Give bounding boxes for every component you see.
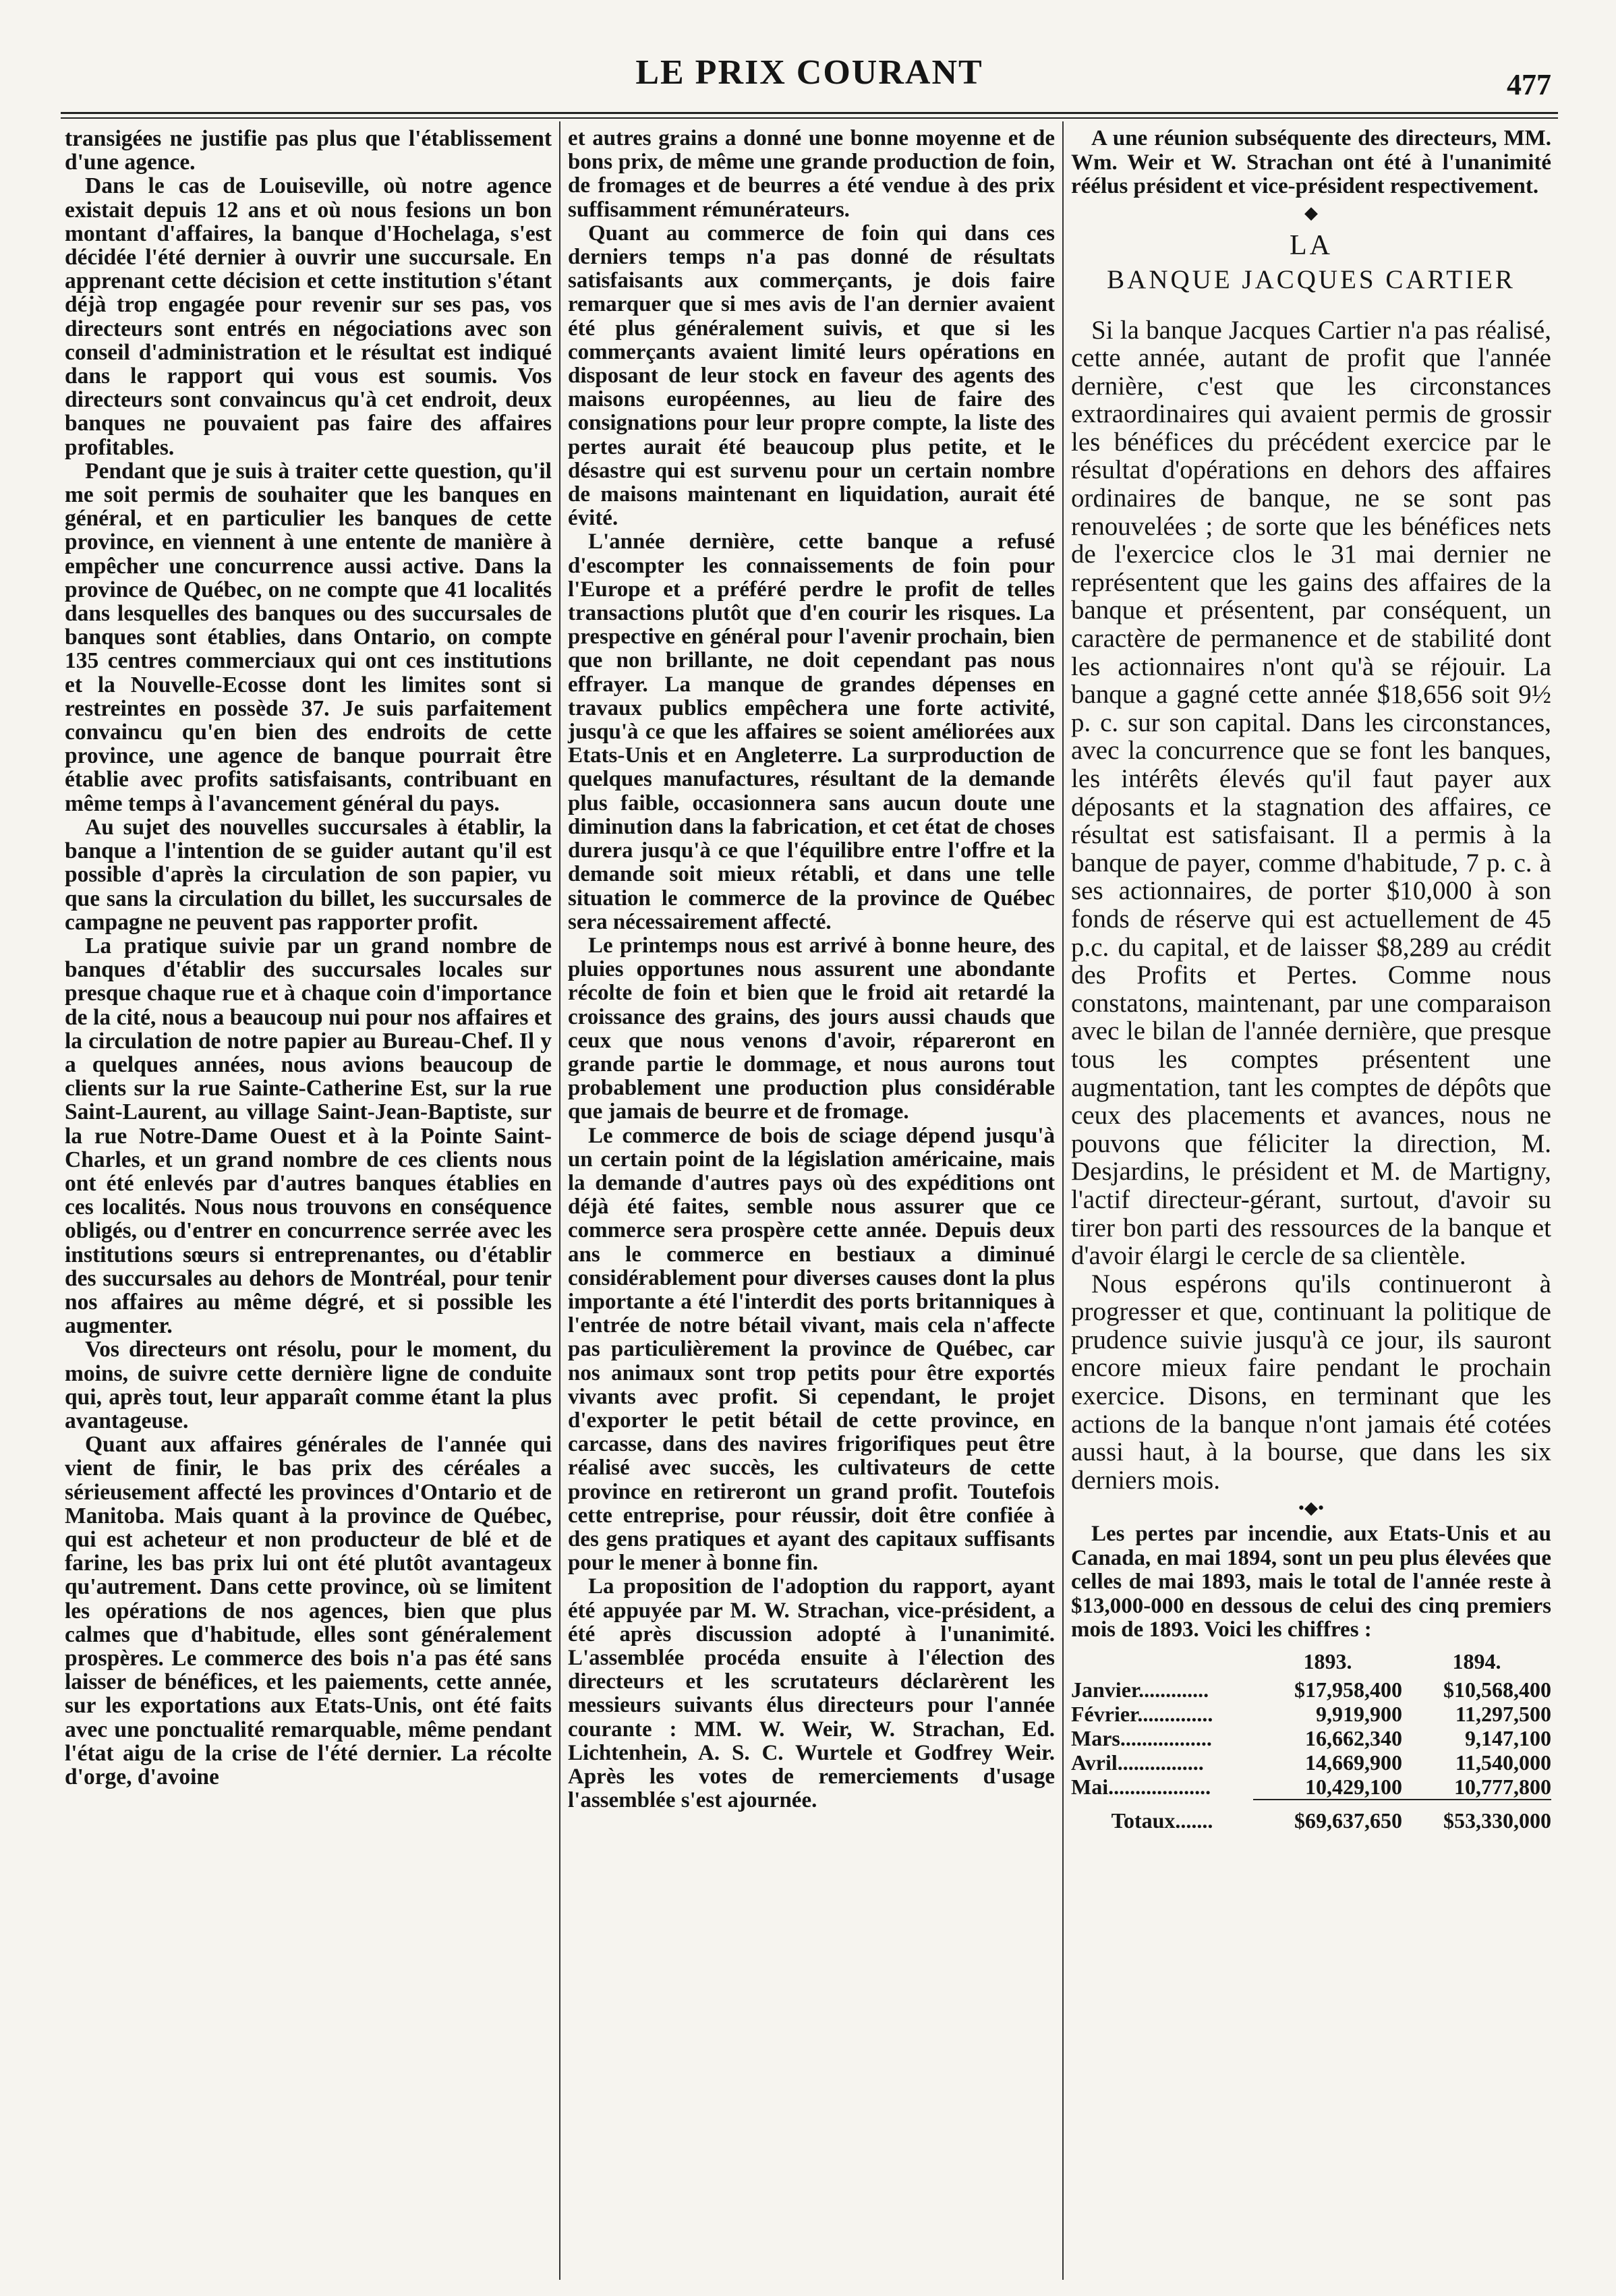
table-row xyxy=(1071,1726,1551,1750)
value-cell: 10,429,100 xyxy=(1305,1774,1402,1799)
value-cell: 14,669,900 xyxy=(1305,1750,1402,1775)
ornament-diamond-icon: ◆ xyxy=(1304,202,1318,223)
paragraph: Le commerce de bois de sciage dépend jusqu'à un certain point de la législation américaine, mais la demande d'autres pays où des expéditions ont déjà été faites, semble nous assurer que ce commerce sera prospère cette année. Depuis deux ans le commerce en bestiaux a diminué considérablement pour diverses causes dont la plus importante a été l'interdit des ports britanniques à l'entrée de notre bétail vivant, mais cela n'affecte pas particulièrement la province de Québec, car nos animaux sont trop petits pour être exportés vivants avec profit. Si cependant, le projet d'exporter le petit bétail de cette province, en carcasse, dans des navires frigorifiques peut être réalisé avec succès, les cultivateurs de cette province en retireront un grand profit. Toutefois cette entreprise, pour réussir, doit être confiée à des gens pratiques et ayant des capitaux suffisants pour le mener à bonne fin. xyxy=(568,1123,1055,1576)
column-3 xyxy=(1071,127,1551,1833)
value-cell: $10,568,400 xyxy=(1443,1677,1551,1702)
paragraph: La pratique suivie par un grand nombre de banques d'établir des succursales locales sur presque chaque rue et à chaque coin d'importance de la cité, nous a beaucoup nui pour nos affaires et la circulation de notre papier au Bureau-Chef. Il y a quelques années, nous avions beaucoup de clients sur la rue Sainte-Catherine Est, sur la rue Saint-Laurent, au village Saint-Jean-Baptiste, sur la rue Notre-Dame Ouest et à la Pointe Saint-Charles, et un grand nombre de ces clients nous ont été enlevés par d'autres banques établies en ces localités. Nous nous trouvons en conséquence obligés, ou d'entrer en concurrence serrée avec les institutions sœurs si entreprenantes, ou d'établir des succursales au dehors de Montréal, pour tenir nos affaires au même dégré, et si possible les augmenter. xyxy=(65,933,552,1339)
paragraph: Quant au commerce de foin qui dans ces derniers temps n'a pas donné de résultats satisfaisants aux commerçants, je dois faire remarquer que si mes avis de l'an dernier avaient été plus généralement suivis, et que si les commerçants avaient limité leurs opérations en disposant de leur stock en faveur des agents des maisons européennes, au lieu de faire des consignations pour leur propre compte, la liste des pertes aurait été beaucoup plus petite, et le désastre qui est survenu pour un certain nombre de maisons maintenant en liquidation, aurait été évité. xyxy=(568,221,1055,531)
table-row xyxy=(1071,1775,1551,1800)
fire-losses-table xyxy=(1071,1649,1551,1833)
paragraph: Nous espérons qu'ils continueront à progresser et que, continuant la politique de prudence suivie jusqu'à ce jour, ils sauront encore mieux faire pendant le prochain exercice. Disons, en terminant que les actions de la banque n'ont jamais été cotées aussi haut, à la bourse, que dans les six derniers mois. xyxy=(1071,1269,1551,1495)
article-body xyxy=(1071,316,1551,1495)
paragraph-fire-losses: Les pertes par incendie, aux Etats-Unis et au Canada, en mai 1894, sont un peu plus élevées que celles de mai 1893, mais le total de l'année reste à $13,000-000 en dessous de celui des cinq premiers mois de 1893. Voici les chiffres : xyxy=(1071,1522,1551,1642)
total-value-cell: $69,637,650 xyxy=(1294,1808,1402,1833)
table-row xyxy=(1071,1702,1551,1726)
column-2 xyxy=(568,127,1055,1812)
paragraph: transigées ne justifie pas plus que l'établissement d'une agence. xyxy=(65,126,552,175)
page-number: 477 xyxy=(1507,68,1551,101)
table-row xyxy=(1071,1750,1551,1775)
value-cell: 9,147,100 xyxy=(1465,1725,1551,1750)
table-total-row xyxy=(1071,1808,1551,1833)
total-value-cell: $53,330,000 xyxy=(1443,1808,1551,1833)
total-label-cell: Totaux....... xyxy=(1111,1808,1213,1833)
column-divider-left xyxy=(559,121,560,2280)
month-cell: Février.............. xyxy=(1071,1701,1213,1726)
ornament-divider-icon: •◆• xyxy=(1298,1498,1325,1518)
publication-title: LE PRIX COURANT xyxy=(635,53,983,92)
value-cell: 11,297,500 xyxy=(1455,1701,1551,1726)
month-cell: Mars................. xyxy=(1071,1725,1212,1750)
paragraph: Si la banque Jacques Cartier n'a pas réalisé, cette année, autant de profit que l'année dernière, c'est que les circonstances extraordinaires qui avaient permis de grossir les bénéfices du précédent exercice par le résultat d'opérations en dehors des affaires ordinaires de banque, ne se sont pas renouvelées ; de sorte que les bénéfices nets de l'exercice clos le 31 mai dernier ne représentent que les gains des affaires de la banque et présentent, par conséquent, un caractère de permanence et de stabilité dont les actionnaires n'ont qu'à se réjouir. La banque a gagné cette année $18,656 soit 9½ p. c. sur son capital. Dans les circonstances, avec la concurrence que se font les banques, les intérêts élevés qu'il faut payer aux déposants et la stagnation des affaires, ce résultat est satisfaisant. Il a permis à la banque de payer, comme d'habitude, 7 p. c. à ses actionnaires, de porter $10,000 à son fonds de réserve qui est actuellement de 45 p.c. du capital, et de laisser $8,289 au crédit des Profits et Pertes. Comme nous constatons, maintenant, par une comparaison avec le bilan de l'année dernière, que presque tous les comptes présentent une augmentation, tant les comptes de dépôts que ceux des placements et avances, nous ne pouvons que féliciter la direction, M. Desjardins, le président et M. de Martigny, l'actif directeur-gérant, surtout, d'avoir su tirer bon parti des ressources de la banque et d'avoir élargi le cercle de sa clientèle. xyxy=(1071,315,1551,1271)
month-cell: Janvier............. xyxy=(1071,1677,1209,1702)
paragraph: et autres grains a donné une bonne moyenne et de bons prix, de même une grande production de foin, de fromages et de beurres a été vendue à des prix suffisamment rémunérateurs. xyxy=(568,126,1055,222)
paragraph: Dans le cas de Louiseville, où notre agence existait depuis 12 ans et où nous fesions un bon montant d'affaires, la banque d'Hochelaga, s'est décidée l'été dernier à ouvrir une succursale. En apprenant cette décision et cette institution s'étant déjà trop engagée pour revenir sur ses pas, vos directeurs sont entrés en négociations avec son conseil d'administration et le résultat est indiqué dans le rapport qui vous est soumis. Vos directeurs sont convaincus qu'à cet endroit, deux banques ne pouvaient pas faire des affaires profitables. xyxy=(65,173,552,460)
column-header: 1894. xyxy=(1452,1648,1501,1673)
paragraph: Au sujet des nouvelles succursales à établir, la banque a l'intention de se guider autant qu'il est possible d'après la circulation de son papier, vu que sans la circulation du billet, les succursales de campagne ne peuvent pas rapporter profit. xyxy=(65,814,552,935)
table-header-row xyxy=(1071,1649,1551,1677)
paragraph: Pendant que je suis à traiter cette question, qu'il me soit permis de souhaiter que les banques en général, et en particulier les banques de cette province, en viennent à une entente de manière à empêcher une concurrence aussi active. Dans la province de Québec, on ne compte que 41 localités dans lesquelles des banques ou des succursales de banques sont établies, dans Ontario, on compte 135 centres commerciaux qui ont ces institutions et la Nouvelle-Ecosse dont les limites sont si restreintes en possède 37. Je suis parfaitement convaincu qu'en bien des endroits de cette province, une agence de banque pourrait être établie avec profits satisfaisants, contribuant en même temps à l'avancement général du pays. xyxy=(65,458,552,816)
paragraph: L'année dernière, cette banque a refusé d'escompter les connaissements de foin pour l'Europe et a préféré perdre le profit de telles transactions plutôt que d'en courir les risques. La prespective en général pour l'avenir prochain, bien que non brillante, ne doit cependant pas nous effrayer. La manque de grandes dépenses en travaux publics empêchera une forte activité, jusqu'à ce que les affaires se soient améliorées aux Etats-Unis et en Angleterre. La surproduction de quelques manufactures, résultant de la demande plus faible, occasionnera sans aucun doute une diminution dans la fabrication, et cet état de choses durera jusqu'à ce que l'équilibre entre l'offre et la demande soit mieux rétabli, et dans une telle situation le commerce de la province de Québec sera nécessairement affecté. xyxy=(568,529,1055,934)
paragraph: Le printemps nous est arrivé à bonne heure, des pluies opportunes nous assurent une abondante récolte de foin et bien que le froid ait retardé la croissance des grains, des jours aussi chauds que ceux que nous venons d'avoir, répareront en grande partie le dommage, et nous aurons tout probablement une production plus considérable que jamais de beurre et de fromage. xyxy=(568,933,1055,1124)
table-row xyxy=(1071,1677,1551,1702)
sum-rule xyxy=(1071,1800,1551,1808)
header-rule xyxy=(61,112,1558,114)
value-cell: 10,777,800 xyxy=(1454,1774,1551,1799)
value-cell: 11,540,000 xyxy=(1455,1750,1551,1775)
page-header xyxy=(61,40,1558,115)
value-cell: 9,919,900 xyxy=(1316,1701,1402,1726)
column-1 xyxy=(65,127,552,1789)
article-heading: BANQUE JACQUES CARTIER xyxy=(1107,264,1516,294)
value-cell: $17,958,400 xyxy=(1294,1677,1402,1702)
column-divider-right xyxy=(1062,121,1064,2280)
paragraph: Quant aux affaires générales de l'année qui vient de finir, le bas prix des céréales a sérieusement affecté les provinces d'Ontario et de Manitoba. Mais quant à la province de Québec, qui est acheteur et non producteur de blé et de farine, les bas prix lui ont été plutôt avantageux qu'autrement. Dans cette province, où se limitent les opérations de nos agences, bien que plus calmes que d'habitude, elles sont généralement prospères. Le commerce des bois n'a pas été sans laisser de bénéfices, et les paiements, cette année, sur les exportations aux Etats-Unis, ont été faits avec une ponctualité remarquable, même pendant l'état aigu de la crise de l'été dernier. La récolte d'orge, d'avoine xyxy=(65,1432,552,1790)
paragraph: La proposition de l'adoption du rapport, ayant été appuyée par M. W. Strachan, vice-président, a été après discussion adopté à l'unanimité. L'assemblée procéda ensuite à l'élection des directeurs et les scrutateurs déclarèrent les messieurs suivants élus directeurs pour l'année courante : MM. W. Weir, W. Strachan, Ed. Lichtenhein, A. S. C. Wurtele et Godfrey Weir. Après les votes de remerciements d'usage l'assemblée s'est ajournée. xyxy=(568,1574,1055,1813)
month-cell: Mai................... xyxy=(1071,1775,1211,1800)
value-cell: 16,662,340 xyxy=(1305,1725,1402,1750)
paragraph: Vos directeurs ont résolu, pour le moment, du moins, de suivre cette dernière ligne de conduite qui, après tout, leur apparaît comme étant la plus avantageuse. xyxy=(65,1337,552,1433)
month-cell: Avril................ xyxy=(1071,1750,1204,1775)
paragraph-meeting: A une réunion subséquente des directeurs, MM. Wm. Weir et W. Strachan ont été à l'unanimité réélus président et vice-président respectivement. xyxy=(1071,126,1551,198)
header-rule-secondary xyxy=(61,117,1558,119)
article-heading-la: LA xyxy=(1290,229,1333,261)
column-header: 1893. xyxy=(1303,1648,1352,1673)
